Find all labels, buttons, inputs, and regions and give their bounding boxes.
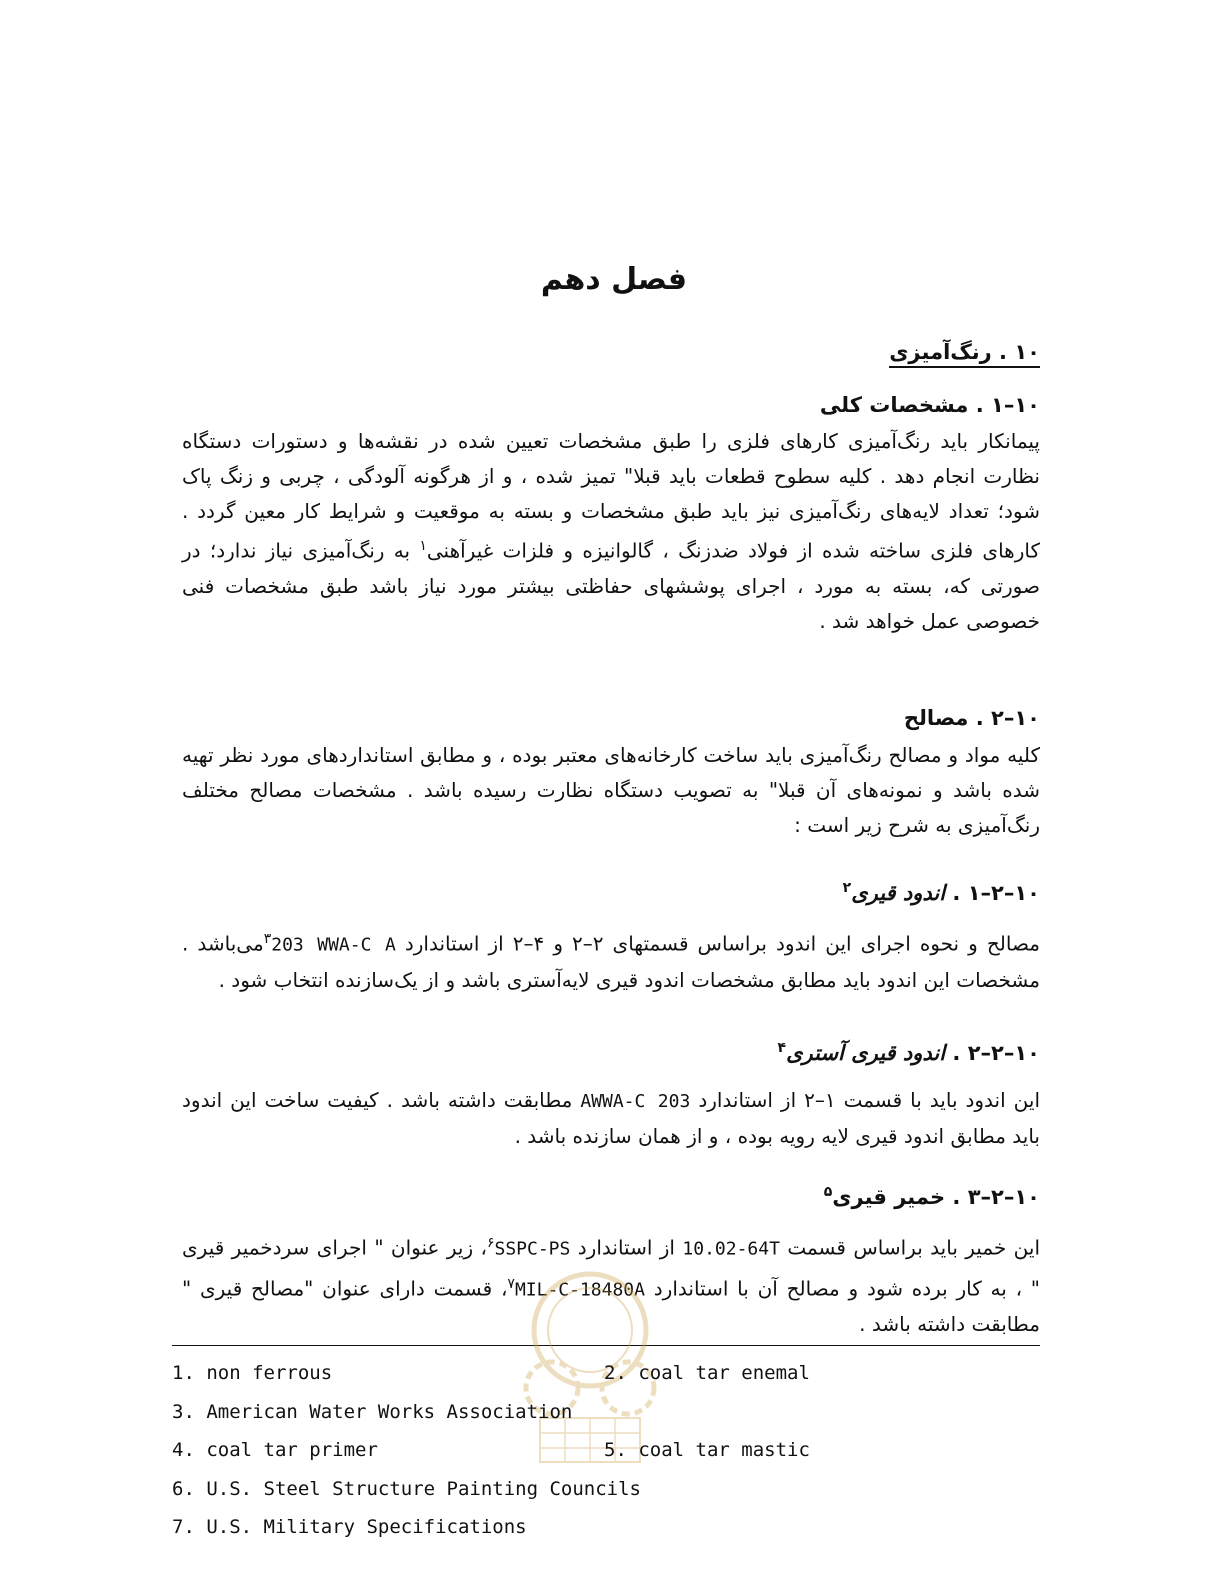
section-10-2-1-title: اندود قیری — [851, 881, 946, 905]
section-10-heading: ۱۰ . رنگ‌آمیزی — [889, 340, 1040, 368]
section-10-2-2-text-b: مطابقت داشته باشد . کیفیت ساخت این اندود باید مطابق اندود قیری لایه رویه بوده ، و از همان سازنده باشد . — [182, 1088, 1040, 1148]
section-10-2-heading: ۱۰–۲ . مصالح — [903, 706, 1040, 730]
footnote-3: 3. American Water Works Association — [172, 1400, 573, 1423]
footnote-2: 2. coal tar enemal — [604, 1362, 810, 1384]
section-10-2-1-paragraph — [182, 922, 1040, 998]
section-10-2-1-text-b: می‌باشد . مشخصات این اندود باید مطابق مشخصات اندود قیری لایه‌آستری باشد و از یک‌سازنده انتخاب شود . — [182, 931, 1040, 992]
footnote-5: 5. coal tar mastic — [604, 1439, 810, 1461]
footnote-mark-2: ۲ — [842, 880, 852, 896]
footnote-mark-5: ۵ — [823, 1184, 833, 1200]
section-10-2-2-paragraph — [182, 1083, 1040, 1154]
section-10-2-3-heading — [824, 1184, 1040, 1209]
section-10-2-3-text-d: ، قسمت دارای عنوان "مصالح قیری " مطابقت داشته باشد . — [182, 1276, 1040, 1337]
section-10-2-1-number: ۱۰–۲–۱ . — [952, 881, 1040, 905]
section-10-2-2-title: اندود قیری آستری — [786, 1041, 946, 1065]
footnote-mark-7: ۷ — [507, 1275, 515, 1292]
section-10-1-heading: ۱۰–۱ . مشخصات کلی — [819, 393, 1040, 417]
section-10-2-1-text-a: مصالح و نحوه اجرای این اندود براساس قسمتهای ۲–۲ و ۴–۲ از استاندارد — [404, 931, 1040, 956]
footnote-mark-4: ۴ — [777, 1040, 787, 1056]
section-10-2-3-title: خمیر قیری — [832, 1185, 946, 1209]
section-10-2-3-text-a: این خمیر باید براساس قسمت — [787, 1235, 1041, 1260]
standard-code-awwa: 203 WWA-C A — [271, 934, 396, 956]
section-10-2-3-text-c: ، زیر عنوان " اجرای سردخمیر قیری " ، به کار برده شود و مصالح آن با استاندارد — [182, 1235, 1041, 1301]
footnote-mark-3: ۳ — [263, 931, 272, 947]
standard-code-awwa-c203: AWWA-C 203 — [580, 1091, 691, 1112]
footnote-mark-6: ۶ — [486, 1235, 495, 1251]
footnote-1: 1. non ferrous — [172, 1362, 333, 1384]
section-10-1-text-rest: به رنگ‌آمیزی نیاز ندارد؛ در صورتی که، بسته به مورد ، اجرای پوششهای حفاظتی بیشتر مورد نیاز باشد طبق مشخصات فنی خصوصی عمل خواهد شد . — [182, 538, 1040, 633]
footnote-7: 7. U.S. Military Specifications — [172, 1516, 527, 1538]
section-10-2-paragraph: کلیه مواد و مصالح رنگ‌آمیزی باید ساخت کارخانه‌های معتبر بوده ، و مطابق استانداردهای مورد نظر تهیه شده باشد و نمونه‌های آن قبلا" به تصویب دستگاه نظارت رسیده باشد . مشخصات مصالح مختلف رنگ‌آمیزی به شرح زیر است : — [182, 743, 1040, 837]
standard-code-section: 10.02-64T — [682, 1238, 780, 1260]
section-10-2-3-number: ۱۰–۲–۳ . — [952, 1185, 1040, 1209]
standard-code-sspc: SSPC-PS — [494, 1238, 571, 1260]
section-10-2-1-heading — [843, 880, 1040, 905]
section-10-2-3-text-b: از استاندارد — [570, 1235, 683, 1260]
section-10-1-paragraph — [182, 424, 1040, 639]
footnote-mark-1: ۱ — [419, 538, 427, 554]
section-10-2-2-text-a: این اندود باید با قسمت ۱–۲ از استاندارد — [698, 1088, 1041, 1112]
footnotes — [172, 1362, 1040, 1555]
footnote-4: 4. coal tar primer — [172, 1439, 378, 1461]
section-10-1-text: پیمانکار باید رنگ‌آمیزی کارهای فلزی را طبق مشخصات تعیین شده در نقشه‌ها و دستورات دستگاه نظارت انجام دهد . کلیه سطوح قطعات باید قبلا" تمیز شده ، و از هرگونه آلودگی ، چربی و زنگ پاک شود؛ تعداد لایه‌های رنگ‌آمیزی نیز باید طبق مشخصات و بسته به موقعیت و شرایط کار معین گردد . کارهای فلزی ساخته شده از فولاد ضدزنگ ، گالوانیزه و فلزات غیرآهنی — [182, 429, 1040, 563]
footnote-row — [172, 1401, 1040, 1440]
section-10-2-2-number: ۱۰–۲–۲ . — [952, 1041, 1040, 1065]
standard-code-mil: MIL-C-18480A — [514, 1279, 645, 1301]
section-10-2-2-heading — [778, 1040, 1040, 1065]
footnote-row — [172, 1478, 1040, 1517]
footnote-row — [172, 1516, 1040, 1555]
footnote-6: 6. U.S. Steel Structure Painting Councils — [172, 1477, 641, 1500]
footnote-row — [172, 1439, 1040, 1478]
footnote-row — [172, 1362, 1040, 1401]
chapter-title: فصل دهم — [540, 262, 688, 297]
